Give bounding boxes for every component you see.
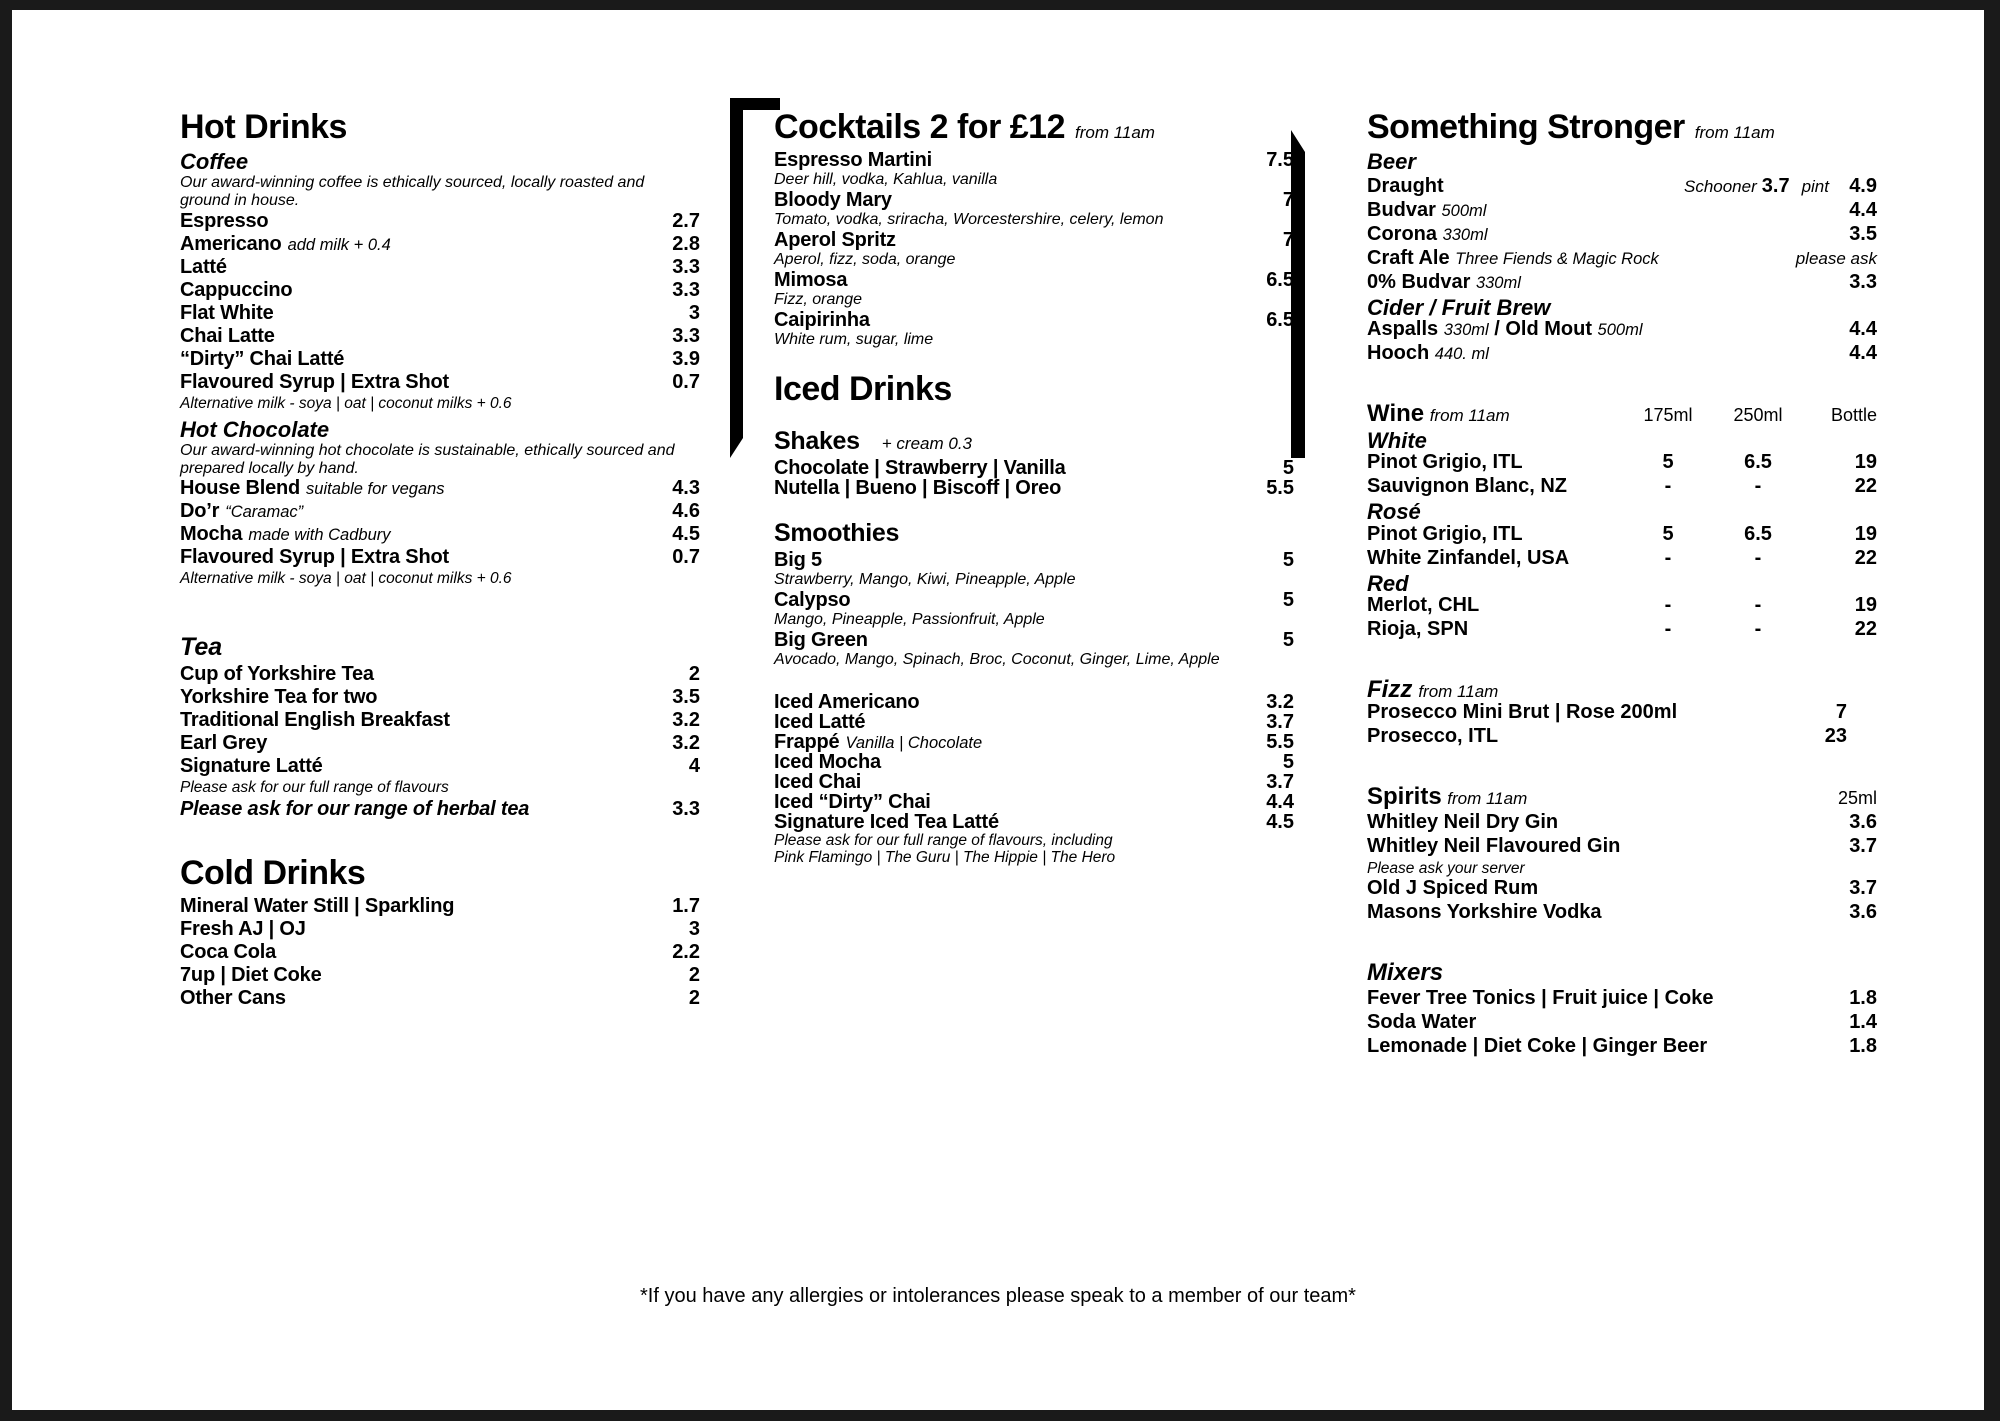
tea-heading: Tea (180, 633, 223, 662)
menu-row (180, 687, 700, 707)
menu-row (180, 280, 700, 300)
item-name: Sauvignon Blanc, NZ (1367, 475, 1568, 498)
item-name: Craft Ale Three Fiends & Magic Rock (1367, 247, 1659, 270)
mixers-heading: Mixers (1367, 958, 1444, 986)
menu-page (12, 10, 1984, 1410)
price-250: - (1754, 593, 1762, 616)
fizz-heading-note: from 11am (1418, 681, 1499, 701)
item-price: 2.7 (672, 209, 700, 232)
item-price: 0.7 (672, 370, 700, 393)
item-name: Merlot, CHL (1367, 593, 1480, 616)
item-description: Avocado, Mango, Spinach, Broc, Coconut, Ginger, Lime, Apple (774, 650, 1220, 668)
menu-row (774, 772, 1294, 792)
item-name: Lemonade | Diet Coke | Ginger Beer (1367, 1034, 1708, 1057)
menu-row (180, 733, 700, 753)
item-price: 3.3 (1849, 271, 1877, 294)
menu-row (180, 988, 700, 1008)
item-name: Hooch 440. ml (1367, 342, 1489, 365)
spirits-server-note: Please ask your server (1367, 860, 1525, 878)
smoothie-entry (774, 630, 1294, 669)
tea-flavours-note: Please ask for our full range of flavours (180, 779, 449, 797)
item-name: Corona 330ml (1367, 223, 1488, 246)
price-175: - (1664, 593, 1672, 616)
item-price: 2.8 (672, 232, 700, 255)
item-name: Whitley Neil Dry Gin (1367, 811, 1559, 834)
hot-drinks-title: Hot Drinks (180, 108, 347, 146)
item-name: House Blend (180, 477, 301, 500)
item-name: Espresso Martini (774, 149, 932, 171)
item-name: Flavoured Syrup | Extra Shot (180, 370, 449, 393)
menu-row (1367, 200, 1877, 221)
coffee-description: Our award-winning coffee is ethically sourced, locally roasted and ground in house. (180, 174, 645, 209)
item-price: 3 (688, 918, 700, 941)
item-price: 5 (1282, 549, 1294, 572)
item-price: 3.7 (1849, 876, 1877, 899)
item-name: Iced Americano (774, 690, 920, 713)
item-name: Signature Iced Tea Latté (774, 810, 999, 833)
wine-group-white: White (1367, 428, 1427, 454)
item-sub: add milk + 0.4 (287, 235, 391, 254)
item-price: 7 (1835, 700, 1847, 723)
menu-row (180, 547, 700, 567)
item-name: Americano (180, 232, 282, 255)
price-175: 5 (1662, 522, 1674, 545)
item-price: 3.5 (672, 686, 700, 709)
item-sub-2: 500ml (1597, 321, 1643, 340)
menu-row (1367, 319, 1877, 340)
wine-group-red: Red (1367, 570, 1409, 596)
item-name: Draught (1367, 175, 1444, 198)
cocktails-title-note: from 11am (1074, 123, 1155, 142)
stronger-title-note: from 11am (1694, 123, 1775, 142)
coffee-milk-note: Alternative milk - soya | oat | coconut milks + 0.6 (180, 394, 512, 412)
item-name: Mimosa (774, 268, 848, 291)
item-sub: “Caramac” (225, 503, 304, 522)
item-sub: 330ml (1442, 226, 1488, 245)
item-name: Iced Chai (774, 770, 862, 793)
cocktails-items (774, 150, 1294, 349)
item-description: White rum, sugar, lime (774, 330, 934, 348)
menu-row (774, 478, 1294, 498)
item-name: Iced Latté (774, 710, 866, 733)
spirits-heading: Spirits from 11am (1367, 782, 1528, 810)
item-name: Cappuccino (180, 278, 293, 301)
price-250: - (1754, 617, 1762, 640)
price-175: - (1664, 617, 1672, 640)
item-price-ask: please ask (1795, 249, 1877, 269)
price-250: 6.5 (1744, 522, 1772, 545)
item-name: Traditional English Breakfast (180, 709, 450, 732)
item-sub: 500ml (1441, 202, 1487, 221)
item-name: Frappé (774, 730, 840, 753)
table-row (1367, 476, 1877, 497)
menu-row (180, 942, 700, 962)
menu-row (774, 190, 1294, 210)
wine-heading-note: from 11am (1429, 406, 1510, 426)
cocktail-entry (774, 150, 1294, 189)
item-name: Signature Latté (180, 755, 323, 778)
item-name: Chocolate | Strawberry | Vanilla (774, 456, 1066, 479)
wine-col-250: 250ml (1733, 405, 1783, 426)
item-name: Mineral Water Still | Sparkling (180, 895, 455, 918)
item-price: 7 (1282, 188, 1294, 211)
menu-row (774, 458, 1294, 478)
hot-chocolate-milk-note: Alternative milk - soya | oat | coconut milks + 0.6 (180, 570, 512, 588)
item-name: Espresso (180, 209, 269, 232)
price-250: - (1754, 475, 1762, 498)
item-name: Pinot Grigio, ITL (1367, 451, 1523, 474)
item-price: 7 (1282, 228, 1294, 251)
hot-drinks-column (180, 110, 700, 1011)
item-price: 4.3 (672, 477, 700, 500)
menu-row (180, 478, 700, 498)
item-price: 3 (688, 301, 700, 324)
item-name: 0% Budvar 330ml (1367, 271, 1521, 294)
item-price: 23 (1824, 724, 1847, 747)
menu-row (774, 310, 1294, 330)
item-name-2: / Old Mout (1488, 318, 1592, 341)
table-row (1367, 619, 1877, 640)
price-bottle: 19 (1854, 522, 1877, 545)
cocktails-title-row (774, 110, 1294, 144)
item-price: 6.5 (1266, 268, 1294, 291)
draught-row (1367, 176, 1877, 197)
item-name: Budvar 500ml (1367, 199, 1487, 222)
schooner-price: 3.7 (1761, 175, 1790, 198)
item-price: 3.3 (672, 255, 700, 278)
menu-row (1367, 1036, 1877, 1057)
item-sub: 440. ml (1434, 345, 1489, 364)
price-175: - (1664, 475, 1672, 498)
fizz-heading-row (1367, 677, 1877, 702)
table-row (1367, 524, 1877, 545)
allergy-footer: *If you have any allergies or intolerances please speak to a member of our team* (640, 1285, 1356, 1307)
item-price: 4.5 (672, 523, 700, 546)
menu-row (1367, 702, 1877, 723)
item-name: Other Cans (180, 987, 286, 1010)
menu-row (1367, 1012, 1877, 1033)
spirits-heading-note: from 11am (1447, 788, 1528, 808)
item-name: Please ask for our range of herbal tea (180, 798, 530, 821)
item-name: Rioja, SPN (1367, 617, 1469, 640)
shakes-heading: Shakes (774, 426, 860, 455)
item-price: 1.8 (1849, 1034, 1877, 1057)
item-price: 5.5 (1266, 476, 1294, 499)
item-sub: 330ml (1475, 274, 1521, 293)
table-row (1367, 452, 1877, 473)
menu-row (180, 501, 700, 521)
pint-price: 4.9 (1849, 175, 1877, 198)
spirits-measure: 25ml (1837, 787, 1877, 808)
iced-items (774, 692, 1294, 832)
item-price: 7.5 (1266, 149, 1294, 171)
cold-drinks-title: Cold Drinks (180, 854, 366, 893)
item-name: Big 5 (774, 549, 822, 572)
item-price: 4.4 (1266, 790, 1294, 813)
menu-row (1367, 248, 1877, 269)
menu-row (774, 590, 1294, 610)
table-row (1367, 548, 1877, 569)
coffee-heading: Coffee (180, 149, 249, 174)
item-price: 3.2 (672, 732, 700, 755)
item-name: 7up | Diet Coke (180, 964, 322, 987)
item-price: 3.3 (672, 798, 700, 821)
item-price: 3.5 (1849, 223, 1877, 246)
item-price: 5 (1282, 456, 1294, 479)
menu-row (180, 257, 700, 277)
price-bottle: 19 (1854, 593, 1877, 616)
item-name: Pinot Grigio, ITL (1367, 522, 1523, 545)
menu-row (1367, 726, 1877, 747)
item-name: Fresh AJ | OJ (180, 918, 306, 941)
menu-row (1367, 836, 1877, 857)
hot-chocolate-description: Our award-winning hot chocolate is sustainable, ethically sourced and prepared locally by hand. (180, 441, 675, 477)
item-name: Aperol Spritz (774, 228, 896, 251)
shakes-cream-note: + cream 0.3 (881, 433, 973, 453)
item-price: 4.4 (1849, 342, 1877, 365)
wine-col-bottle: Bottle (1830, 405, 1877, 426)
menu-row (774, 270, 1294, 290)
table-row (1367, 595, 1877, 616)
smoothies-items (774, 550, 1294, 669)
item-price: 4.6 (672, 500, 700, 523)
menu-row (1367, 343, 1877, 364)
menu-row (180, 303, 700, 323)
menu-row (180, 524, 700, 544)
item-price: 5 (1282, 588, 1294, 611)
pint-label: pint (1801, 177, 1829, 197)
iced-note-line2: Pink Flamingo | The Guru | The Hippie | The Hero (774, 849, 1116, 867)
stronger-title-row (1367, 110, 1877, 144)
item-price: 4.4 (1849, 318, 1877, 341)
menu-row (1367, 812, 1877, 833)
schooner-label: Schooner (1683, 177, 1757, 197)
item-name: Masons Yorkshire Vodka (1367, 900, 1602, 923)
item-name: Yorkshire Tea for two (180, 686, 378, 709)
item-name: Mocha (180, 523, 243, 546)
item-name: Calypso (774, 588, 851, 611)
menu-row (1367, 988, 1877, 1009)
item-description: Mango, Pineapple, Passionfruit, Apple (774, 610, 1045, 628)
menu-row (774, 712, 1294, 732)
item-price: 2 (688, 987, 700, 1010)
hot-chocolate-heading: Hot Chocolate (180, 416, 330, 442)
item-name: Cup of Yorkshire Tea (180, 663, 374, 686)
cocktail-entry (774, 190, 1294, 229)
menu-row (774, 752, 1294, 772)
bracket-left-decoration (730, 98, 780, 458)
item-name: Whitley Neil Flavoured Gin (1367, 835, 1621, 858)
item-price: 5.5 (1266, 730, 1294, 753)
something-stronger-column (1367, 110, 1877, 1060)
item-price: 2 (688, 964, 700, 987)
item-name: Bloody Mary (774, 188, 892, 211)
item-name: Old J Spiced Rum (1367, 876, 1539, 899)
menu-row (180, 664, 700, 684)
menu-row (180, 234, 700, 254)
coffee-items (180, 211, 700, 392)
smoothie-entry (774, 550, 1294, 589)
item-price: 5 (1282, 628, 1294, 651)
cold-drinks-items (180, 896, 700, 1008)
menu-row (774, 812, 1294, 832)
item-price: 3.3 (672, 324, 700, 347)
menu-row (1367, 902, 1877, 923)
menu-row (180, 326, 700, 346)
item-name: Do’r (180, 500, 220, 523)
wine-heading: Wine from 11am (1367, 400, 1510, 428)
menu-row (180, 965, 700, 985)
iced-drinks-title: Iced Drinks (774, 369, 952, 408)
price-175: 5 (1662, 451, 1674, 474)
smoothies-heading: Smoothies (774, 518, 900, 547)
menu-row (1367, 224, 1877, 245)
item-name: Iced Mocha (774, 750, 881, 773)
menu-row (180, 756, 700, 776)
smoothie-entry (774, 590, 1294, 629)
item-name: Fever Tree Tonics | Fruit juice | Coke (1367, 986, 1714, 1009)
item-name: Soda Water (1367, 1010, 1477, 1033)
menu-row (180, 372, 700, 392)
wine-group-rose: Rosé (1367, 499, 1421, 525)
menu-row (1367, 878, 1877, 899)
item-description: Deer hill, vodka, Kahlua, vanilla (774, 171, 998, 188)
item-name: Prosecco Mini Brut | Rose 200ml (1367, 700, 1678, 723)
item-price: 3.7 (1266, 710, 1294, 733)
wine-col-175: 175ml (1643, 405, 1693, 426)
price-bottle: 22 (1854, 546, 1877, 569)
item-name: Prosecco, ITL (1367, 724, 1499, 747)
menu-row (180, 349, 700, 369)
menu-row (180, 710, 700, 730)
price-250: - (1754, 546, 1762, 569)
beer-heading: Beer (1367, 149, 1416, 174)
item-price: 3.2 (672, 709, 700, 732)
cocktails-iced-column (774, 110, 1294, 867)
item-price: 3.6 (1849, 900, 1877, 923)
menu-row (1367, 272, 1877, 293)
item-description: Tomato, vodka, sriracha, Worcestershire, celery, lemon (774, 210, 1164, 228)
menu-row (774, 792, 1294, 812)
price-bottle: 19 (1854, 451, 1877, 474)
something-stronger-title: Something Stronger (1367, 108, 1685, 146)
item-price: 3.6 (1849, 811, 1877, 834)
item-name: Aspalls 330ml / Old Mout 500ml (1367, 318, 1643, 341)
item-name: Chai Latte (180, 324, 275, 347)
item-name: “Dirty” Chai Latté (180, 347, 345, 370)
menu-row (180, 211, 700, 231)
item-name: Coca Cola (180, 941, 277, 964)
item-sub: 330ml (1443, 321, 1489, 340)
item-name: Flavoured Syrup | Extra Shot (180, 546, 449, 569)
item-price: 3.2 (1266, 690, 1294, 713)
menu-row (180, 919, 700, 939)
cocktail-entry (774, 270, 1294, 309)
cocktail-entry (774, 310, 1294, 349)
fizz-heading: Fizz (1367, 675, 1413, 703)
item-price: 4 (688, 755, 700, 778)
item-price: 1.7 (672, 895, 700, 918)
item-description: Fizz, orange (774, 290, 863, 308)
hot-chocolate-items (180, 478, 700, 567)
item-description: Aperol, fizz, soda, orange (774, 250, 956, 268)
menu-row (774, 550, 1294, 570)
cider-heading: Cider / Fruit Brew (1367, 295, 1551, 321)
item-price: 3.9 (672, 347, 700, 370)
menu-row (180, 896, 700, 916)
item-price: 1.4 (1849, 1010, 1877, 1033)
item-sub: made with Cadbury (248, 526, 391, 545)
item-name: Iced “Dirty” Chai (774, 790, 931, 813)
item-price: 3.7 (1849, 835, 1877, 858)
item-name: Big Green (774, 628, 868, 651)
item-price: 3.7 (1266, 770, 1294, 793)
price-bottle: 22 (1854, 475, 1877, 498)
tea-items (180, 664, 700, 776)
price-175: - (1664, 546, 1672, 569)
item-price: 0.7 (672, 546, 700, 569)
shakes-heading-row (774, 428, 1294, 454)
menu-row (774, 630, 1294, 650)
item-name: White Zinfandel, USA (1367, 546, 1570, 569)
item-sub: Three Fiends & Magic Rock (1455, 250, 1659, 269)
menu-row (774, 692, 1294, 712)
price-bottle: 22 (1854, 617, 1877, 640)
menu-row (774, 230, 1294, 250)
price-250: 6.5 (1744, 451, 1772, 474)
item-name: Latté (180, 255, 227, 278)
item-price: 3.3 (672, 278, 700, 301)
item-name: Nutella | Bueno | Biscoff | Oreo (774, 476, 1062, 499)
iced-note-line1: Please ask for our full range of flavours, including (774, 831, 1113, 849)
item-sub: suitable for vegans (306, 480, 445, 499)
item-price: 2 (688, 663, 700, 686)
cocktail-entry (774, 230, 1294, 269)
item-name: Flat White (180, 301, 274, 324)
item-price: 1.8 (1849, 986, 1877, 1009)
item-price: 6.5 (1266, 308, 1294, 331)
item-price: 2.2 (672, 941, 700, 964)
menu-row (774, 150, 1294, 170)
spirits-heading-row (1367, 784, 1877, 809)
item-description: Strawberry, Mango, Kiwi, Pineapple, Apple (774, 571, 1076, 589)
item-name: Earl Grey (180, 732, 268, 755)
item-price: 4.4 (1849, 199, 1877, 222)
cocktails-title: Cocktails 2 for £12 (774, 108, 1065, 146)
item-sub: Vanilla | Chocolate (845, 733, 983, 752)
item-price: 4.5 (1266, 810, 1294, 833)
menu-row (774, 732, 1294, 752)
item-name: Caipirinha (774, 308, 870, 331)
item-price: 5 (1282, 750, 1294, 773)
herbal-tea-row (180, 799, 700, 819)
wine-header-row (1367, 401, 1877, 426)
